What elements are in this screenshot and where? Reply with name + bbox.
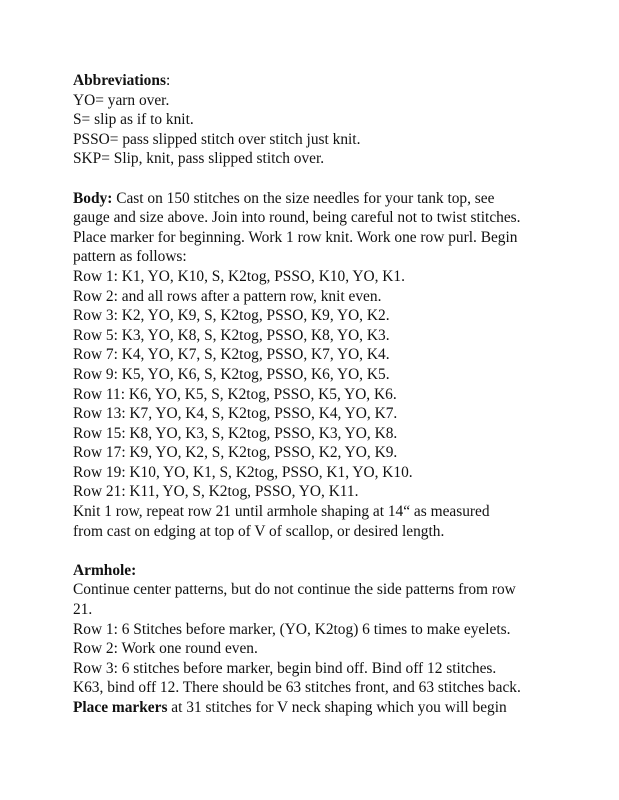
body-row-15: Row 15: K8, YO, K3, S, K2tog, PSSO, K3, YO, K8. xyxy=(73,424,398,442)
abbreviations-heading-line xyxy=(73,71,573,91)
body-heading: Body: xyxy=(73,189,113,207)
body-closing-line-2: from cast on edging at top of V of scallop, or desired length. xyxy=(73,522,445,540)
section-gap xyxy=(73,541,573,561)
place-markers-bold: Place markers xyxy=(73,699,168,716)
body-row-21: Row 21: K11, YO, S, K2tog, PSSO, YO, K11. xyxy=(73,483,359,501)
body-row-9: Row 9: K5, YO, K6, S, K2tog, PSSO, K6, YO, K5. xyxy=(73,365,390,383)
body-intro-line-2: gauge and size above. Join into round, being careful not to twist stitches. xyxy=(73,209,521,227)
abbreviation-s: S= slip as if to knit. xyxy=(73,111,194,129)
body-row-19: Row 19: K10, YO, K1, S, K2tog, PSSO, K1, YO, K10. xyxy=(73,463,413,481)
abbreviations-heading: Abbreviations xyxy=(73,72,166,89)
body-intro-text-1: Cast on 150 stitches on the size needles for your tank top, see xyxy=(112,189,495,207)
body-intro-line-4: pattern as follows: xyxy=(73,248,187,266)
body-row-2: Row 2: and all rows after a pattern row, knit even. xyxy=(73,287,382,305)
body-row-7: Row 7: K4, YO, K7, S, K2tog, PSSO, K7, YO, K4. xyxy=(73,346,390,364)
body-row-1: Row 1: K1, YO, K10, S, K2tog, PSSO, K10, YO, K1. xyxy=(73,267,405,285)
armhole-row-1: Row 1: 6 Stitches before marker, (YO, K2tog) 6 times to make eyelets. xyxy=(73,620,511,638)
place-markers-line xyxy=(73,698,573,718)
armhole-heading: Armhole: xyxy=(73,561,137,579)
armhole-line-2: 21. xyxy=(73,601,93,619)
armhole-row-2: Row 2: Work one round even. xyxy=(73,640,258,658)
armhole-heading-line xyxy=(73,561,573,581)
body-intro-line-3: Place marker for beginning. Work 1 row knit. Work one row purl. Begin xyxy=(73,228,518,246)
body-row-17: Row 17: K9, YO, K2, S, K2tog, PSSO, K2, YO, K9. xyxy=(73,444,398,462)
body-closing-line-1: Knit 1 row, repeat row 21 until armhole shaping at 14“ as measured xyxy=(73,503,490,521)
section-gap xyxy=(73,169,573,189)
armhole-line-1: Continue center patterns, but do not continue the side patterns from row xyxy=(73,581,516,599)
body-row-13: Row 13: K7, YO, K4, S, K2tog, PSSO, K4, YO, K7. xyxy=(73,405,398,423)
armhole-bindoff-line: K63, bind off 12. There should be 63 stitches front, and 63 stitches back. xyxy=(73,679,521,697)
abbreviation-skp: SKP= Slip, knit, pass slipped stitch over. xyxy=(73,150,325,168)
armhole-row-3: Row 3: 6 stitches before marker, begin bind off. Bind off 12 stitches. xyxy=(73,659,497,677)
abbreviation-psso: PSSO= pass slipped stitch over stitch just knit. xyxy=(73,130,361,148)
pattern-text xyxy=(73,71,573,718)
body-row-11: Row 11: K6, YO, K5, S, K2tog, PSSO, K5, YO, K6. xyxy=(73,385,397,403)
abbreviation-yo: YO= yarn over. xyxy=(73,91,170,109)
place-markers-text: at 31 stitches for V neck shaping which you will begin xyxy=(167,699,507,716)
body-intro-line-1 xyxy=(73,189,573,209)
body-row-5: Row 5: K3, YO, K8, S, K2tog, PSSO, K8, YO, K3. xyxy=(73,326,390,344)
body-row-3: Row 3: K2, YO, K9, S, K2tog, PSSO, K9, YO, K2. xyxy=(73,307,390,325)
abbreviations-heading-colon: : xyxy=(165,72,171,89)
